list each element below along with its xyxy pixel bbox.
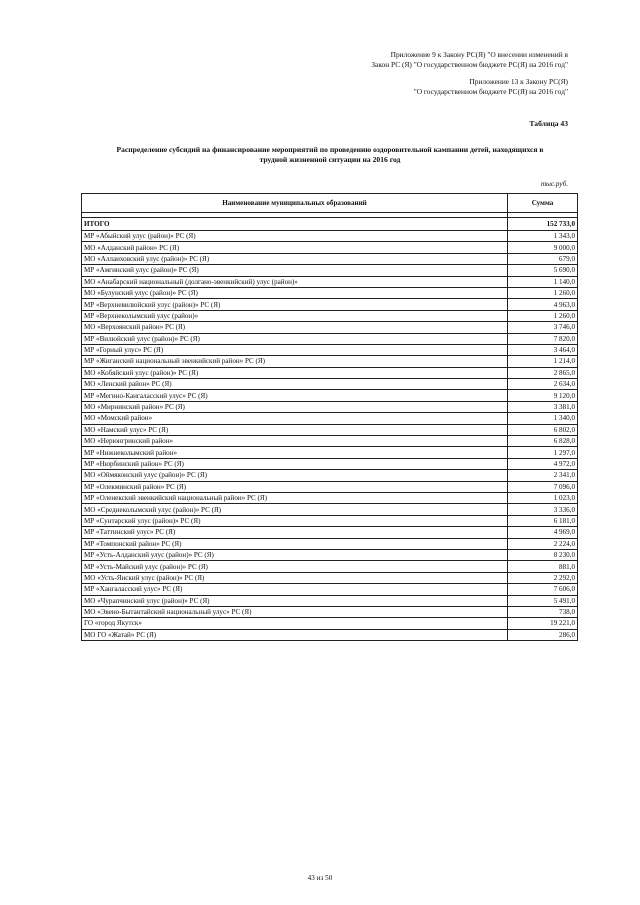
table-row xyxy=(82,322,578,333)
subsidy-amount: 6 828,0 xyxy=(508,436,578,447)
table-row xyxy=(82,436,578,447)
municipality-name: МР «Верхневилюйский улус (район)» РС (Я) xyxy=(82,299,508,310)
municipality-name: МР «Таттинский улус» РС (Я) xyxy=(82,527,508,538)
table-row xyxy=(82,447,578,458)
municipality-name: МО «Усть-Янский улус (район)» РС (Я) xyxy=(82,572,508,583)
appendix-13-note xyxy=(414,77,568,96)
subsidy-amount: 679,0 xyxy=(508,253,578,264)
municipality-name: МР «Абыйский улус (район)» РС (Я) xyxy=(82,231,508,242)
table-row xyxy=(82,401,578,412)
municipality-name: МР «Нижнеколымский район» xyxy=(82,447,508,458)
table-row xyxy=(82,572,578,583)
subsidy-table xyxy=(81,193,578,641)
municipality-name: МО «Верхоянский район» РС (Я) xyxy=(82,322,508,333)
subsidy-amount: 1 214,0 xyxy=(508,356,578,367)
municipality-name: МО «Ленский район» РС (Я) xyxy=(82,379,508,390)
subsidy-amount: 4 969,0 xyxy=(508,527,578,538)
total-row xyxy=(82,218,578,231)
municipality-name: МО «Булунский улус (район)» РС (Я) xyxy=(82,287,508,298)
total-value: 152 733,0 xyxy=(508,218,578,231)
subsidy-amount: 2 341,0 xyxy=(508,470,578,481)
municipality-name: МО «Намский улус» РС (Я) xyxy=(82,424,508,435)
subsidy-amount: 1 343,0 xyxy=(508,231,578,242)
subsidy-amount: 3 381,0 xyxy=(508,401,578,412)
municipality-name: МО «Чурапчинский улус (район)» РС (Я) xyxy=(82,595,508,606)
appendix-9-line1: Приложение 9 к Закону РС(Я) "О внесении изменений в xyxy=(390,50,568,59)
table-number: Таблица 43 xyxy=(529,119,568,128)
municipality-name: МО «Эвено-Бытантайский национальный улус» РС (Я) xyxy=(82,606,508,617)
municipality-name: МО «Анабарский национальный (долгано-эвенкийский) улус (район)» xyxy=(82,276,508,287)
table-row xyxy=(82,527,578,538)
municipality-name: МР «Усть-Алданский улус (район)» РС (Я) xyxy=(82,549,508,560)
subsidy-amount: 286,0 xyxy=(508,629,578,640)
table-row xyxy=(82,265,578,276)
table-row xyxy=(82,242,578,253)
unit-label: тыс.руб. xyxy=(540,180,568,188)
municipality-name: МР «Сунтарский улус (район)» РС (Я) xyxy=(82,515,508,526)
table-row xyxy=(82,344,578,355)
municipality-name: МР «Верхнеколымский улус (район)» xyxy=(82,310,508,321)
municipality-name: МО «Оймяконский улус (район)» РС (Я) xyxy=(82,470,508,481)
table-row xyxy=(82,458,578,469)
table-row xyxy=(82,492,578,503)
appendix-9-note xyxy=(371,50,568,69)
subsidy-amount: 2 224,0 xyxy=(508,538,578,549)
appendix-13-line1: Приложение 13 к Закону РС(Я) xyxy=(469,77,568,86)
subsidy-amount: 6 802,0 xyxy=(508,424,578,435)
subsidy-amount: 1 140,0 xyxy=(508,276,578,287)
subsidy-amount: 3 464,0 xyxy=(508,344,578,355)
column-header-name: Наименование муниципальных образований xyxy=(82,194,508,213)
table-row xyxy=(82,424,578,435)
municipality-name: МО «Кобяйский улус (район)» РС (Я) xyxy=(82,367,508,378)
subsidy-amount: 7 606,0 xyxy=(508,584,578,595)
municipality-name: МР «Оленекский эвенкийский национальный район» РС (Я) xyxy=(82,492,508,503)
table-row xyxy=(82,629,578,640)
municipality-name: МО «Среднеколымский улус (район)» РС (Я) xyxy=(82,504,508,515)
municipality-name: МО «Мирнинский район» РС (Я) xyxy=(82,401,508,412)
subsidy-amount: 1 260,0 xyxy=(508,287,578,298)
subsidy-amount: 6 181,0 xyxy=(508,515,578,526)
table-row xyxy=(82,561,578,572)
table-row xyxy=(82,606,578,617)
title-line-2: трудной жизненной ситуации на 2016 год xyxy=(259,154,401,164)
municipality-name: МР «Амгинский улус (район)» РС (Я) xyxy=(82,265,508,276)
table-row xyxy=(82,481,578,492)
title-line-1: Распределение субсидий на финансирование мероприятий по проведению оздоровительной кампании детей, находящихся в xyxy=(116,145,544,154)
page-number: 43 из 50 xyxy=(307,874,333,882)
municipality-name: МР «Жиганский национальный эвенкийский район» РС (Я) xyxy=(82,356,508,367)
subsidy-amount: 3 336,0 xyxy=(508,504,578,515)
table-row xyxy=(82,515,578,526)
subsidy-amount: 9 000,0 xyxy=(508,242,578,253)
subsidy-amount: 2 634,0 xyxy=(508,379,578,390)
subsidy-amount: 1 340,0 xyxy=(508,413,578,424)
table-row xyxy=(82,549,578,560)
table-row xyxy=(82,333,578,344)
municipality-name: ГО «город Якутск» xyxy=(82,618,508,629)
subsidy-amount: 9 120,0 xyxy=(508,390,578,401)
table-row xyxy=(82,231,578,242)
table-row xyxy=(82,299,578,310)
municipality-name: МО «Момский район» xyxy=(82,413,508,424)
table-row xyxy=(82,253,578,264)
subsidy-amount: 3 746,0 xyxy=(508,322,578,333)
subsidy-amount: 881,0 xyxy=(508,561,578,572)
municipality-name: МР «Нюрбинский район» РС (Я) xyxy=(82,458,508,469)
subsidy-amount: 4 972,0 xyxy=(508,458,578,469)
subsidy-amount: 1 023,0 xyxy=(508,492,578,503)
subsidy-amount: 8 230,0 xyxy=(508,549,578,560)
table-row xyxy=(82,584,578,595)
table-row xyxy=(82,595,578,606)
table-row xyxy=(82,413,578,424)
table-row xyxy=(82,276,578,287)
subsidy-amount: 738,0 xyxy=(508,606,578,617)
table-row xyxy=(82,356,578,367)
subsidy-amount: 4 963,0 xyxy=(508,299,578,310)
subsidy-amount: 7 096,0 xyxy=(508,481,578,492)
table-row xyxy=(82,379,578,390)
subsidy-amount: 1 297,0 xyxy=(508,447,578,458)
table-row xyxy=(82,390,578,401)
subsidy-amount: 19 221,0 xyxy=(508,618,578,629)
municipality-name: МО «Алданский район» РС (Я) xyxy=(82,242,508,253)
municipality-name: МР «Усть-Майский улус (район)» РС (Я) xyxy=(82,561,508,572)
municipality-name: МР «Томпонский район» РС (Я) xyxy=(82,538,508,549)
subsidy-amount: 5 690,0 xyxy=(508,265,578,276)
subsidy-amount: 2 292,0 xyxy=(508,572,578,583)
municipality-name: МР «Хангаласский улус» РС (Я) xyxy=(82,584,508,595)
subsidy-amount: 1 260,0 xyxy=(508,310,578,321)
municipality-name: МР «Горный улус» РС (Я) xyxy=(82,344,508,355)
table-row xyxy=(82,367,578,378)
table-header-row xyxy=(82,194,578,213)
table-row xyxy=(82,470,578,481)
table-row xyxy=(82,538,578,549)
table-row xyxy=(82,287,578,298)
table-row xyxy=(82,618,578,629)
column-header-sum: Сумма xyxy=(508,194,578,213)
document-title xyxy=(85,145,575,164)
municipality-name: МО «Аллаиховский улус (район)» РС (Я) xyxy=(82,253,508,264)
municipality-name: МР «Олекминский район» РС (Я) xyxy=(82,481,508,492)
subsidy-amount: 7 820,0 xyxy=(508,333,578,344)
subsidy-amount: 5 491,0 xyxy=(508,595,578,606)
appendix-9-line2: Закон РС (Я) "О государственном бюджете РС(Я) на 2016 год" xyxy=(371,59,568,69)
table-row xyxy=(82,504,578,515)
municipality-name: МО «Нерюнгринский район» xyxy=(82,436,508,447)
municipality-name: МО ГО «Жатай» РС (Я) xyxy=(82,629,508,640)
table-row xyxy=(82,310,578,321)
appendix-13-line2: "О государственном бюджете РС(Я) на 2016 год" xyxy=(413,86,568,96)
subsidy-amount: 2 865,0 xyxy=(508,367,578,378)
municipality-name: МР «Мегино-Кангаласский улус» РС (Я) xyxy=(82,390,508,401)
total-label: ИТОГО xyxy=(82,218,508,231)
municipality-name: МР «Вилюйский улус (район)» РС (Я) xyxy=(82,333,508,344)
